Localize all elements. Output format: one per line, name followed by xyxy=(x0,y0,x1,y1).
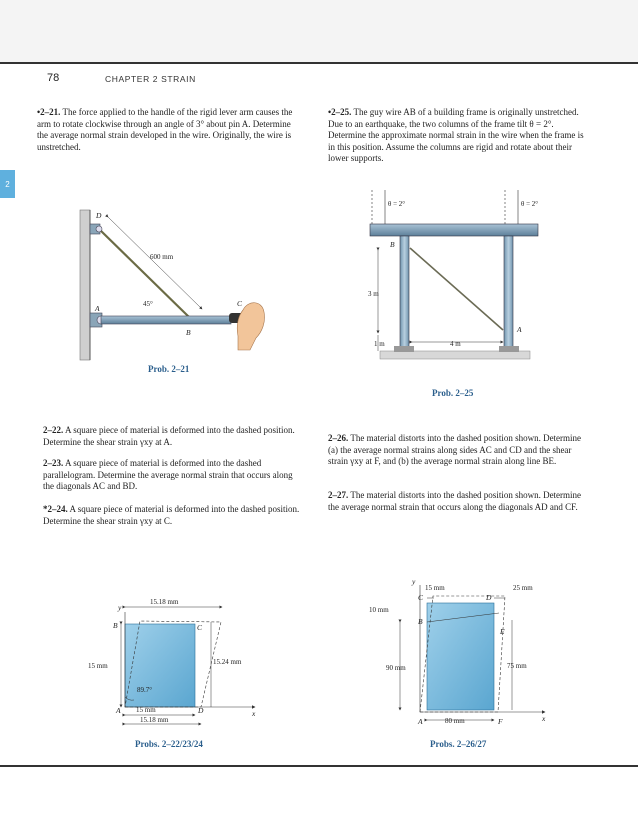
point-f: F xyxy=(498,717,503,726)
point-b: B xyxy=(113,621,118,630)
angle-label: 89.7° xyxy=(137,686,153,694)
problem-text: The material distorts into the dashed position shown. Determine (a) the average normal strains along sides AC and CD and the shear strain γxy at F, and (b) the average normal strain along line BE. xyxy=(328,433,582,466)
right-column xyxy=(504,236,513,351)
figure-lever-arm xyxy=(80,210,265,374)
top-beam xyxy=(370,224,538,236)
guy-wire xyxy=(410,248,503,330)
point-a: A xyxy=(517,325,522,334)
wall xyxy=(80,210,90,360)
problem-text: The guy wire AB of a building frame is originally unstretched. Due to an earthquake, the two columns of the frame tilt θ = 2°. Determine the approximate normal strain in the wire when the frame is in this position. Assume the columns are rigid and rotate about their lower supports. xyxy=(328,107,584,163)
page-number: 78 xyxy=(47,72,60,84)
dim-bottom: 80 mm xyxy=(445,717,465,725)
dim-span: 4 m xyxy=(450,340,461,348)
figure-caption: Probs. 2–22/23/24 xyxy=(135,739,203,749)
point-e: E xyxy=(500,627,505,636)
problem-number: 2–22. xyxy=(43,425,64,435)
point-c: C xyxy=(418,593,424,602)
chapter-heading: CHAPTER 2 STRAIN xyxy=(105,74,196,84)
axis-x: x xyxy=(252,709,256,718)
problem-text: A square piece of material is deformed into the dashed position. Determine the shear strain γxy at C. xyxy=(43,504,300,526)
figure-distorted-block xyxy=(369,577,546,749)
dim-bottom-a: 15 mm xyxy=(136,706,156,714)
dim-bottom-b: 15.18 mm xyxy=(140,716,169,724)
block xyxy=(427,603,494,710)
lever-arm xyxy=(101,316,231,324)
point-d: D xyxy=(96,211,102,220)
dim-right: 75 mm xyxy=(507,662,527,670)
square-plate xyxy=(125,624,195,707)
angle-label: 45° xyxy=(143,300,153,308)
problem-number: •2–25. xyxy=(328,107,352,117)
problem-number: •2–21. xyxy=(37,107,61,117)
dim-top-right: 25 mm xyxy=(513,584,533,592)
axis-x: x xyxy=(542,714,546,723)
problem-number: 2–26. xyxy=(328,433,349,443)
figure-building-frame xyxy=(368,190,538,398)
dim-top-left: 15 mm xyxy=(425,584,445,592)
point-a: A xyxy=(95,304,100,313)
theta-right: θ = 2° xyxy=(521,200,539,208)
dim-top: 15.18 mm xyxy=(150,598,179,606)
ground xyxy=(380,351,530,359)
problem-number: 2–27. xyxy=(328,490,349,500)
figure-square-parallelogram xyxy=(88,598,256,749)
dim-wire-length: 600 mm xyxy=(150,253,174,261)
problem-text: The force applied to the handle of the rigid lever arm causes the arm to rotate clockwise through an angle of 3° about pin A. Determine the average normal strain developed in the wire. Originally, the wire is unstretched. xyxy=(37,107,293,152)
figure-caption: Probs. 2–26/27 xyxy=(430,739,487,749)
axis-y: y xyxy=(412,577,416,586)
problem-number: 2–23. xyxy=(43,458,64,468)
problem-text: A square piece of material is deformed into the dashed position. Determine the shear strain γxy at A. xyxy=(43,425,295,447)
point-a: A xyxy=(418,717,423,726)
axis-y: y xyxy=(118,603,122,612)
dim-offset: 10 mm xyxy=(369,606,389,614)
point-c: C xyxy=(197,623,203,632)
figure-caption: Prob. 2–21 xyxy=(148,364,190,374)
problem-number: *2–24. xyxy=(43,504,68,514)
chapter-tab[interactable]: 2 xyxy=(0,170,15,198)
point-a: A xyxy=(116,706,121,715)
point-b: B xyxy=(418,617,423,626)
figure-caption: Prob. 2–25 xyxy=(432,388,474,398)
point-b: B xyxy=(390,240,395,249)
point-b: B xyxy=(186,328,191,337)
left-column xyxy=(400,236,409,351)
dim-height: 3 m xyxy=(368,290,379,298)
point-d: D xyxy=(198,706,204,715)
hand xyxy=(237,303,264,350)
dim-base: 1 m xyxy=(374,340,385,348)
problem-text: The material distorts into the dashed position shown. Determine the average normal strain that occurs along the diagonals AD and CF. xyxy=(328,490,582,512)
point-c: C xyxy=(237,299,243,308)
problem-text: A square piece of material is deformed into the dashed parallelogram. Determine the average normal strain that occurs along the diagonals AC and BD. xyxy=(43,458,293,491)
dim-right: 15.24 mm xyxy=(213,658,242,666)
point-d: D xyxy=(486,593,492,602)
theta-left: θ = 2° xyxy=(388,200,406,208)
dim-left: 15 mm xyxy=(88,662,108,670)
dim-height: 90 mm xyxy=(386,664,406,672)
